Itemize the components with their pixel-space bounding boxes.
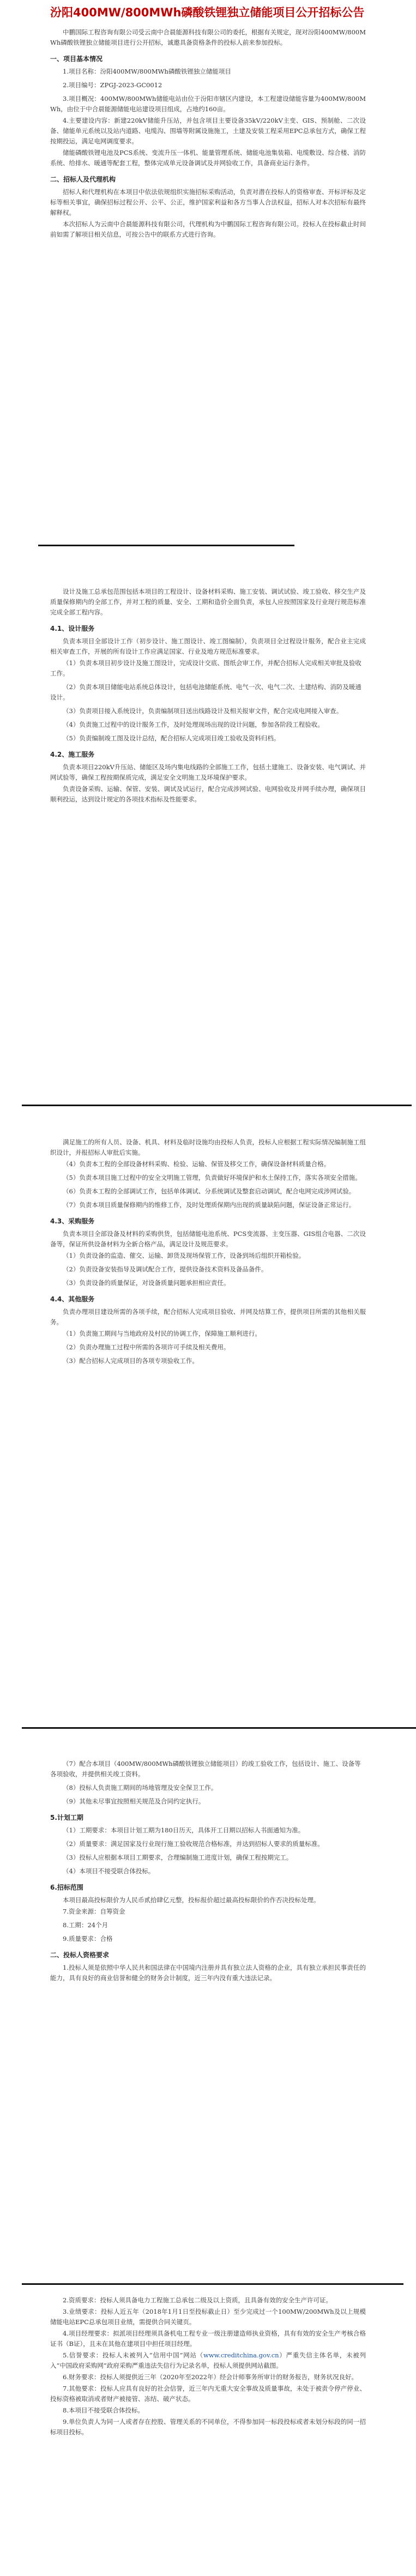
design-intro: 负责本项目全部设计工作（初步设计、施工图设计、竣工图编制），负责项目全过程设计服务，配合业主完成相关审查工作，开展的所有设计工作应满足国家、行业及地方规范标准要求。: [50, 637, 366, 655]
project-code: 2.项目编号：ZPGJ-2023-GC0012: [63, 81, 162, 89]
section-heading: 一、项目基本情况: [50, 55, 103, 63]
list-item: （4）本项目不接受联合体投标。: [63, 1867, 155, 1875]
requirement-item: 6.财务要求：投标人须提供近三年（2020年至2022年）经会计师事务所审计的财务报告，财务状况良好。: [63, 2373, 358, 2381]
construct-intro: 负责本项目220kV升压站、储能区及场内集电线路的全部施工工作，包括土建施工、设备安装、电气调试、并网试验等，确保工程按期保质完成，满足安全文明施工及环境保护要求。: [50, 763, 366, 781]
section-heading: 4.1、设计服务: [50, 625, 95, 632]
list-item: （3）配合招标人完成项目的各项专项验收工作。: [63, 1357, 198, 1365]
section-heading: 5.计划工期: [50, 1814, 83, 1821]
agent-paragraph: 招标人和代理机构在本项目中依法依规组织实施招标采购活动，负责对潜在投标人的资格审查、开标评标及定标等相关事宜，确保招标过程公开、公平、公正，维护国家利益和各方当事人合法权益，招标人对本次招标有最终解释权。: [50, 188, 366, 216]
credit-text: 5.信誉要求：投标人未被列入“信用中国”网站（: [63, 2351, 203, 2359]
project-scope-detail: 储能磷酸铁锂电池及PCS系统、变流升压一体机、能量管理系统、储能电池集装箱、电缆敷设、综合楼、消防系统、给排水、暖通等配套工程，整体完成单元设备调试及并网验收工作，具备商业运行条件。: [50, 149, 366, 167]
requirement-item: 7.其他要求：投标人应具有良好的社会信誉，近三年内无重大安全事故及质量事故，未处于被责令停产停业、投标资格被取消或者财产被接管、冻结、破产状态。: [50, 2385, 366, 2403]
construction-period: 8.工期：24个月: [63, 1921, 108, 1929]
list-item: （7）负责本项目质量保修期内的维修工作，及时处理质保期内出现的质量缺陷问题，保证设备正常运行。: [63, 1201, 355, 1209]
project-name: 1.项目名称：汾阳400MW/800MWh磷酸铁锂独立储能项目: [63, 68, 231, 75]
requirement-item: 4.项目经理要求：拟派项目经理须具备机电工程专业一级注册建造师执业资格，具有有效的安全生产考核合格证书（B证），且未在其他在建项目中担任项目经理。: [50, 2330, 366, 2348]
list-item: （7）配合本项目（400MW/800MWh磷酸铁锂独立储能项目）的竣工验收工作，包括设计、施工、设备等各项验收，并提供相关竣工资料。: [50, 1760, 361, 1778]
list-item: （1）负责设备的监造、催交、运输、卸货及现场保管工作，设备到场后组织开箱检验。: [63, 1252, 305, 1259]
project-scope: 4.主要建设内容：新建220kV储能升压站，并包含项目主要设备35kV/220kV主变、GIS、预制舱、二次设备、储能单元系统以及站内道路、电缆沟、围墙等附属设施施工，土建及安装工程采用EPC总承包方式，确保工程按期投运，满足电网调度要求。: [50, 117, 366, 145]
list-item: （2）质量要求：满足国家及行业现行施工验收规范合格标准，并达到招标人要求的质量标准。: [63, 1840, 324, 1848]
requirement-item: 2.资质要求：投标人须具备电力工程施工总承包二级及以上资质，且具备有效的安全生产许可证。: [63, 2296, 332, 2304]
document-page-2: [0, 567, 416, 1118]
section-heading: 4.4、其他服务: [50, 1295, 95, 1303]
page3-intro: 满足施工的所有人员、设备、机具、材料及临时设施均由投标人负责，投标人应根据工程实际情况编制施工组织设计，并报招标人审批后实施。: [50, 1138, 366, 1156]
quality-requirement: 9.质量要求：合格: [63, 1935, 113, 1942]
requirement-item: 3.业绩要求：投标人近五年（2018年1月1日至投标截止日）至少完成过一个100MW/200MWh及以上规模储能电站EPC总承包项目业绩，需提供合同关键页。: [50, 2308, 366, 2326]
credit-china-link[interactable]: www.creditchina.gov.cn: [203, 2351, 279, 2359]
agent-detail: 本次招标人为云南中合晨能源科技有限公司，代理机构为中鹏国际工程咨询有限公司。投标人在投标截止时间前如需了解项目相关信息，可按公告中的联系方式进行咨询。: [50, 220, 366, 238]
purchase-intro: 负责本项目全部设备及材料的采购供货，包括储能电池系统、PCS变流器、主变压器、GIS组合电器、二次设备等，保证所供设备材料为全新合格产品，满足设计及规范要求。: [50, 1230, 366, 1248]
credit-tail: ）严重失信主体名单，未被列入“中国政府采购网”政府采购严重违法失信行为记录名单，投标人须提供网站截图。: [50, 2351, 366, 2369]
section-heading: 4.2、施工服务: [50, 751, 95, 758]
document-title: 汾阳400MW/800MWh磷酸铁锂独立储能项目公开招标公告: [50, 6, 365, 19]
section-heading: 二、投标人资格要求: [50, 1951, 110, 1959]
list-item: （9）其他未尽事宜按照相关规范及合同约定执行。: [63, 1797, 205, 1805]
list-item: （6）负责本工程的全部调试工作，包括单体调试、分系统调试及整套启动调试，配合电网完成涉网试验。: [63, 1187, 355, 1195]
section-heading: 6.招标范围: [50, 1884, 83, 1891]
list-item: （3）负责设备的质量保证，对设备质量问题承担相应责任。: [63, 1279, 230, 1287]
list-item: （2）负责设备安装指导及调试配合工作，提供设备技术资料及备品备件。: [63, 1265, 268, 1273]
requirement-item: 8.本项目不接受联合体投标。: [63, 2406, 144, 2414]
qualification-intro: 1.投标人须是依照中华人民共和国法律在中国境内注册并具有独立法人资格的企业，具有独立承担民事责任的能力，具有良好的商业信誉和健全的财务会计制度，近三年内没有重大违法记录。: [50, 1964, 366, 1982]
intro-paragraph: 中鹏国际工程咨询有限公司受云南中合晨能源科技有限公司的委托，根据有关规定，现对汾阳400MW/800MWh磷酸铁锂独立储能项目进行公开招标，诚邀具备资格条件的投标人前来参加投标。: [50, 28, 366, 46]
document-page-1: [0, 0, 416, 567]
list-item: （5）负责编制竣工图及设计总结，配合招标人完成项目竣工验收及资料归档。: [63, 734, 280, 742]
project-overview: 3.项目概况：400MW/800MWh储能电站由位于汾阳市辖区内建设，本工程建设储能容量为400MW/800MWh，由位于中合晨能源储能电站建设项目组成，占地约160亩。: [50, 95, 366, 113]
budget-text: 本项目最高投标限价为人民币贰拾肆亿元整，投标报价超过最高投标限价的作否决投标处理。: [63, 1896, 320, 1904]
list-item: （8）投标人负责施工期间的场地管理及安全保卫工作。: [63, 1784, 218, 1791]
list-item: （2）负责办理施工过程中所需的各项许可手续及相关费用。: [63, 1343, 230, 1351]
list-item: （1）工期要求：本项目计划工期为180日历天，具体开工日期以招标人书面通知为准。: [63, 1826, 305, 1834]
list-item: （1）负责施工期间与当地政府及村民的协调工作，保障施工顺利进行。: [63, 1330, 261, 1337]
list-item: （5）负责本项目施工过程中的安全文明施工管理，负责做好环境保护和水土保持工作，落实各项安全措施。: [63, 1174, 361, 1181]
list-item: （3）投标人应根据本项目工期要求，合理编制施工进度计划，确保工程按期完工。: [63, 1854, 293, 1861]
list-item: （3）负责项目接入系统设计，负责编制项目送出线路设计及相关报审文件，配合完成电网接入审查。: [63, 707, 343, 715]
scope-continued: 设计及施工总承包范围包括本项目的工程设计、设备材料采购、施工安装、调试试验、竣工验收、移交生产及质量保修期内的全部工作，并对工程的质量、安全、工期和造价全面负责，承包人应按照国家及行业现行规范标准完成全部工程内容。: [50, 588, 366, 616]
other-intro: 负责办理项目建设所需的各项手续，配合招标人完成项目验收、并网及结算工作，提供项目所需的其他相关服务。: [50, 1308, 366, 1326]
requirement-item: 9.单位负责人为同一人或者存在控股、管理关系的不同单位，不得参加同一标段投标或者未划分标段的同一招标项目投标。: [50, 2418, 366, 2436]
credit-requirement: [50, 2350, 366, 2371]
list-item: （4）负责本工程的全部设备材料采购、检验、运输、保管及移交工作，确保设备材料质量合格。: [63, 1160, 330, 1168]
list-item: （2）负责本项目储能电站系统总体设计，包括电池储能系统、电气一次、电气二次、土建结构、消防及暖通设计。: [50, 683, 361, 701]
document-page-4: [0, 1739, 416, 2284]
fund-source: 7.资金来源：自筹资金: [63, 1908, 125, 1915]
document-page-5: [0, 2284, 416, 2576]
construct-detail: 负责设备采购、运输、保管、安装、调试及试运行，配合完成涉网试验、电网验收及并网手续办理，确保项目顺利投运，达到设计规定的各项技术指标及性能要求。: [50, 785, 366, 803]
list-item: （4）负责施工过程中的设计服务工作，及时处理现场出现的设计问题，参加各阶段工程验收。: [63, 721, 324, 728]
section-heading: 二、招标人及代理机构: [50, 176, 116, 183]
section-heading: 4.3、采购服务: [50, 1217, 95, 1225]
list-item: （1）负责本项目初步设计及施工图设计，完成设计交底、图纸会审工作，并配合招标人完成相关审批及验收工作。: [50, 659, 361, 677]
document-page-3: [0, 1118, 416, 1739]
